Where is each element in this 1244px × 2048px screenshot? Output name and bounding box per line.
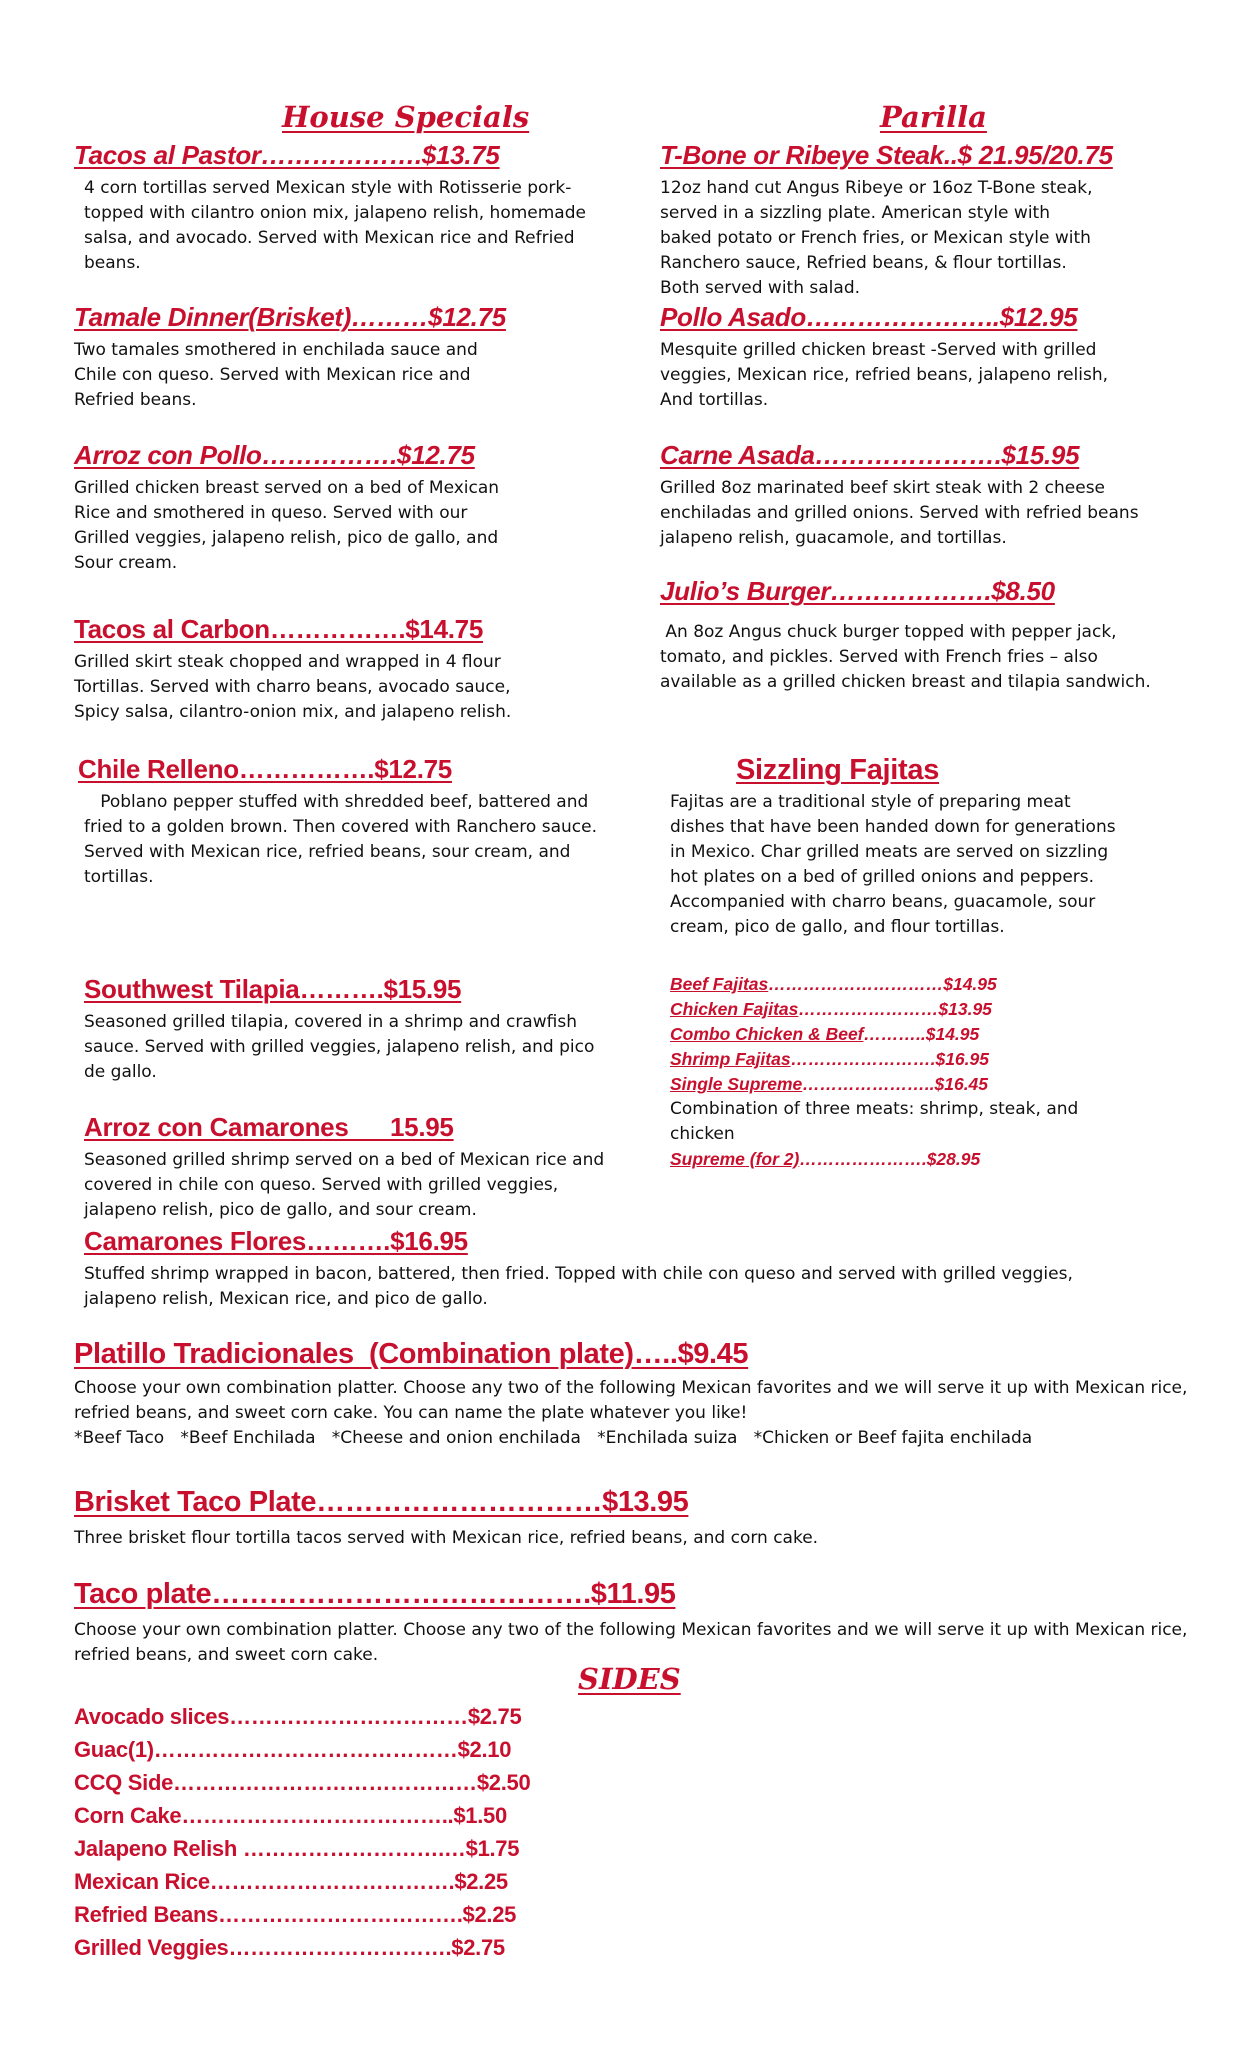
item-tamale-dinner: Tamale Dinner(Brisket)………$12.75 (74, 302, 506, 332)
item-pollo-asado-desc: Mesquite grilled chicken breast -Served with grilled veggies, Mexican rice, refried beans, jalapeno relish, And tortillas. (660, 340, 1109, 410)
item-tacos-al-pastor-desc: 4 corn tortillas served Mexican style with Rotisserie pork- topped with cilantro onion mix, jalapeno relish, homemade salsa, and avocado. Served with Mexican rice and Refried beans. (84, 178, 586, 273)
taco-plate-desc: Choose your own combination platter. Choose any two of the following Mexican favorites and we will serve it up with Mexican rice, refried beans, and sweet corn cake. (74, 1620, 1188, 1665)
fajita-row-single-supreme: Single Supreme…………………..$16.45 (670, 1074, 989, 1094)
sides-list (74, 1700, 530, 1964)
fajita-row-shrimp: Shrimp Fajitas…………………….$16.95 (670, 1049, 989, 1069)
item-tacos-al-carbon: Tacos al Carbon…………….$14.75 (74, 614, 483, 644)
fajita-row-supreme-for-2: Supreme (for 2)………………….$28.95 (670, 1149, 981, 1169)
side-corn-cake: Corn Cake………………………………..$1.50 (74, 1803, 507, 1828)
platillo-title: Platillo Tradicionales (Combination plate)…..$9.45 (74, 1338, 749, 1370)
item-tbone-ribeye-desc: 12oz hand cut Angus Ribeye or 16oz T-Bone steak, served in a sizzling plate. American style with baked potato or French fries, or Mexican style with Ranchero sauce, Refried beans, & flour tortillas. Both served with salad. (660, 178, 1093, 298)
house-specials-title: House Specials (282, 100, 530, 134)
item-chile-relleno: Chile Relleno…………….$12.75 (78, 754, 452, 784)
side-ccq: CCQ Side……………………………………$2.50 (74, 1770, 531, 1795)
brisket-desc: Three brisket flour tortilla tacos served with Mexican rice, refried beans, and corn cake. (74, 1528, 819, 1548)
item-arroz-con-pollo-desc: Grilled chicken breast served on a bed of Mexican Rice and smothered in queso. Served with our Grilled veggies, jalapeno relish, pico de gallo, and Sour cream. (74, 478, 500, 573)
side-refried-beans: Refried Beans…………………………….$2.25 (74, 1902, 517, 1927)
item-julios-burger: Julio’s Burger……………….$8.50 (660, 576, 1055, 606)
brisket-title: Brisket Taco Plate…………………………$13.95 (74, 1486, 689, 1518)
item-tacos-al-carbon-desc: Grilled skirt steak chopped and wrapped in 4 flour Tortillas. Served with charro beans, avocado sauce, Spicy salsa, cilantro-onion mix, and jalapeno relish. (74, 652, 512, 722)
item-pollo-asado: Pollo Asado…………………..$12.95 (660, 302, 1078, 332)
taco-plate-title: Taco plate………………………………….$11.95 (74, 1578, 676, 1610)
item-camarones-flores: Camarones Flores……….$16.95 (84, 1226, 468, 1256)
sides-title: SIDES (578, 1662, 681, 1696)
item-arroz-con-camarones: Arroz con Camarones 15.95 (84, 1112, 454, 1142)
item-tacos-al-pastor: Tacos al Pastor……………….$13.75 (74, 140, 500, 170)
fajitas-desc: Fajitas are a traditional style of preparing meat dishes that have been handed down for generations in Mexico. Char grilled meats are served on sizzling hot plates on a bed of grilled onions and peppers. Accompanied with charro beans, guacamole, sour cream, pico de gallo, and flour tortillas. (670, 792, 1116, 937)
platillo-desc: Choose your own combination platter. Choose any two of the following Mexican favorites and we will serve it up with Mexican rice, refried beans, and sweet corn cake. You can name the plate whatever you like! *Beef Taco *Beef Enchilada *Cheese and onion enchilada *Enchilada suiza *Chicken or Beef fajita enchilada (74, 1378, 1188, 1448)
item-carne-asada: Carne Asada………………….$15.95 (660, 440, 1080, 470)
item-arroz-con-pollo: Arroz con Pollo…………….$12.75 (74, 440, 475, 470)
item-southwest-tilapia-desc: Seasoned grilled tilapia, covered in a shrimp and crawfish sauce. Served with grilled veggies, jalapeno relish, and pico de gallo. (84, 1012, 595, 1082)
item-chile-relleno-desc: Poblano pepper stuffed with shredded beef, battered and fried to a golden brown. Then covered with Ranchero sauce. Served with Mexican rice, refried beans, sour cream, and tortillas. (84, 792, 597, 887)
side-mexican-rice: Mexican Rice…………………………….$2.25 (74, 1869, 508, 1894)
fajita-row-beef: Beef Fajitas…………………………$14.95 (670, 974, 997, 994)
item-carne-asada-desc: Grilled 8oz marinated beef skirt steak with 2 cheese enchiladas and grilled onions. Served with refried beans jalapeno relish, guacamole, and tortillas. (660, 478, 1139, 548)
side-grilled-veggies: Grilled Veggies………………………….$2.75 (74, 1935, 505, 1960)
fajita-row-combo: Combo Chicken & Beef………..$14.95 (670, 1024, 980, 1044)
item-arroz-con-camarones-desc: Seasoned grilled shrimp served on a bed of Mexican rice and covered in chile con queso. Served with grilled veggies, jalapeno relish, pico de gallo, and sour cream. (84, 1150, 605, 1220)
item-julios-burger-desc: An 8oz Angus chuck burger topped with pepper jack, tomato, and pickles. Served with French fries – also available as a grilled chicken breast and tilapia sandwich. (660, 622, 1151, 692)
side-jalapeno-relish: Jalapeno Relish ……………………….…$1.75 (74, 1836, 520, 1861)
fajitas-title: Sizzling Fajitas (736, 754, 940, 786)
item-tbone-ribeye: T-Bone or Ribeye Steak..$ 21.95/20.75 (660, 140, 1113, 170)
fajitas-price-list (670, 972, 1078, 1172)
fajita-supreme-note: Combination of three meats: shrimp, steak, and chicken (670, 1099, 1079, 1144)
side-avocado-slices: Avocado slices……………………………$2.75 (74, 1704, 522, 1729)
item-southwest-tilapia: Southwest Tilapia……….$15.95 (84, 974, 462, 1004)
parilla-title: Parilla (880, 100, 987, 134)
fajita-row-chicken: Chicken Fajitas……………………$13.95 (670, 999, 992, 1019)
item-tamale-dinner-desc: Two tamales smothered in enchilada sauce and Chile con queso. Served with Mexican rice and Refried beans. (74, 340, 478, 410)
item-camarones-flores-desc: Stuffed shrimp wrapped in bacon, battered, then fried. Topped with chile con queso and served with grilled veggies, jalapeno relish, Mexican rice, and pico de gallo. (84, 1264, 1073, 1309)
side-guac: Guac(1)……………………………………$2.10 (74, 1737, 512, 1762)
